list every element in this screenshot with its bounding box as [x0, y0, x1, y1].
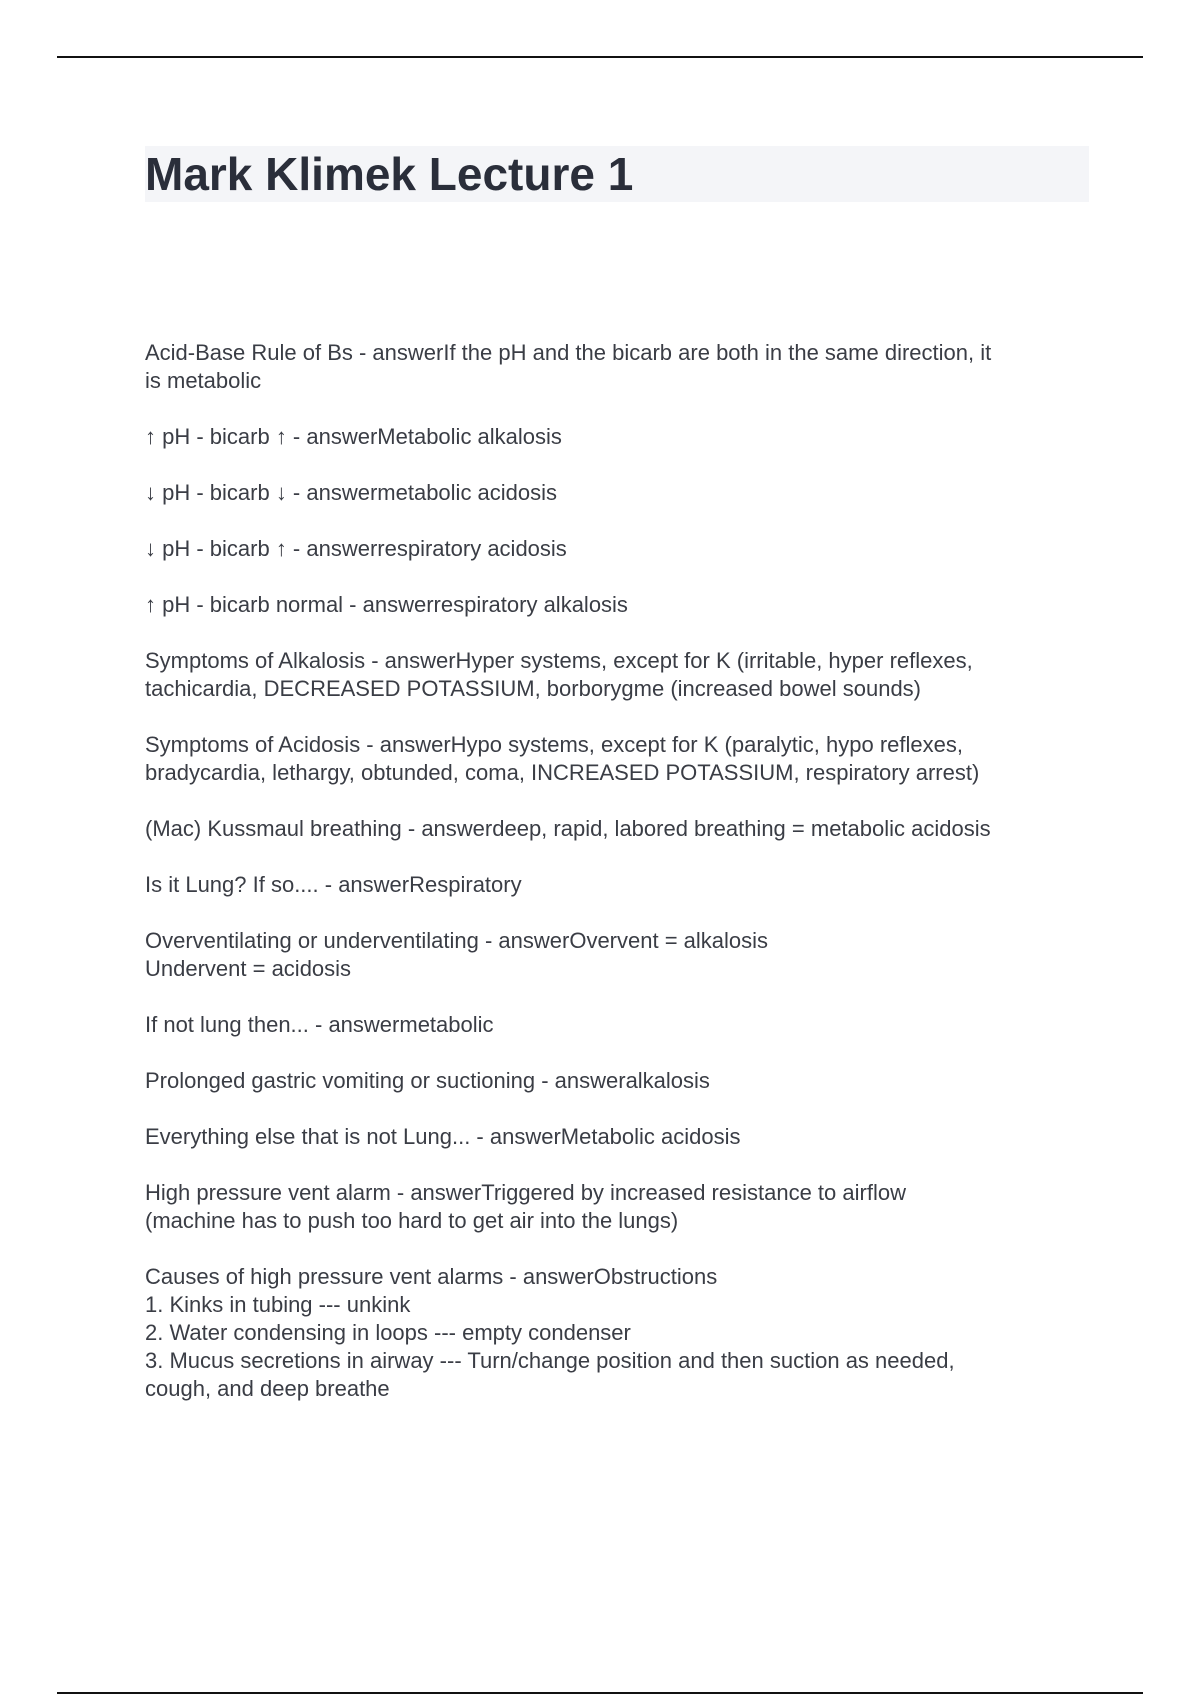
entry-line: ↓ pH - bicarb ↓ - answermetabolic acidosis	[145, 480, 558, 505]
entry-line: bradycardia, lethargy, obtunded, coma, INCREASED POTASSIUM, respiratory arrest)	[145, 760, 980, 785]
top-divider	[57, 56, 1143, 58]
entry-line: Causes of high pressure vent alarms - answerObstructions	[145, 1264, 718, 1289]
flashcard-entry	[145, 339, 1095, 395]
bottom-divider	[57, 1692, 1143, 1694]
entry-line: (machine has to push too hard to get air into the lungs)	[145, 1208, 679, 1233]
flashcard-entry	[145, 479, 1095, 507]
flashcard-entry	[145, 927, 1095, 983]
entry-line: tachicardia, DECREASED POTASSIUM, borborygme (increased bowel sounds)	[145, 676, 922, 701]
entry-line: 1. Kinks in tubing --- unkink	[145, 1292, 411, 1317]
entry-line: ↑ pH - bicarb normal - answerrespiratory alkalosis	[145, 592, 628, 617]
entry-line: 3. Mucus secretions in airway --- Turn/change position and then suction as needed,	[145, 1348, 955, 1373]
entry-line: Everything else that is not Lung... - answerMetabolic acidosis	[145, 1124, 741, 1149]
entry-line: If not lung then... - answermetabolic	[145, 1012, 494, 1037]
entry-line: (Mac) Kussmaul breathing - answerdeep, rapid, labored breathing = metabolic acidosis	[145, 816, 991, 841]
flashcard-entry	[145, 535, 1095, 563]
entry-line: Undervent = acidosis	[145, 956, 352, 981]
flashcard-entry	[145, 1067, 1095, 1095]
entry-line: 2. Water condensing in loops --- empty condenser	[145, 1320, 631, 1345]
flashcard-entry	[145, 1011, 1095, 1039]
flashcard-entry	[145, 731, 1095, 787]
flashcard-entry	[145, 871, 1095, 899]
flashcard-entry	[145, 815, 1095, 843]
entry-line: Overventilating or underventilating - answerOvervent = alkalosis	[145, 928, 769, 953]
entry-line: Is it Lung? If so.... - answerRespiratory	[145, 872, 522, 897]
entry-line: Symptoms of Acidosis - answerHypo systems, except for K (paralytic, hypo reflexes,	[145, 732, 963, 757]
entry-line: ↑ pH - bicarb ↑ - answerMetabolic alkalosis	[145, 424, 562, 449]
entry-line: ↓ pH - bicarb ↑ - answerrespiratory acidosis	[145, 536, 567, 561]
entry-line: High pressure vent alarm - answerTriggered by increased resistance to airflow	[145, 1180, 906, 1205]
flashcard-entry	[145, 1123, 1095, 1151]
entry-line: is metabolic	[145, 368, 262, 393]
entry-line: Prolonged gastric vomiting or suctioning - answeralkalosis	[145, 1068, 710, 1093]
page-title: Mark Klimek Lecture 1	[145, 148, 634, 200]
entry-line: Acid-Base Rule of Bs - answerIf the pH and the bicarb are both in the same direction, it	[145, 340, 992, 365]
flashcard-entry	[145, 1263, 1095, 1403]
flashcard-list	[145, 339, 1095, 1431]
flashcard-entry	[145, 423, 1095, 451]
entry-line: cough, and deep breathe	[145, 1376, 390, 1401]
flashcard-entry	[145, 647, 1095, 703]
flashcard-entry	[145, 591, 1095, 619]
flashcard-entry	[145, 1179, 1095, 1235]
entry-line: Symptoms of Alkalosis - answerHyper systems, except for K (irritable, hyper reflexes,	[145, 648, 973, 673]
